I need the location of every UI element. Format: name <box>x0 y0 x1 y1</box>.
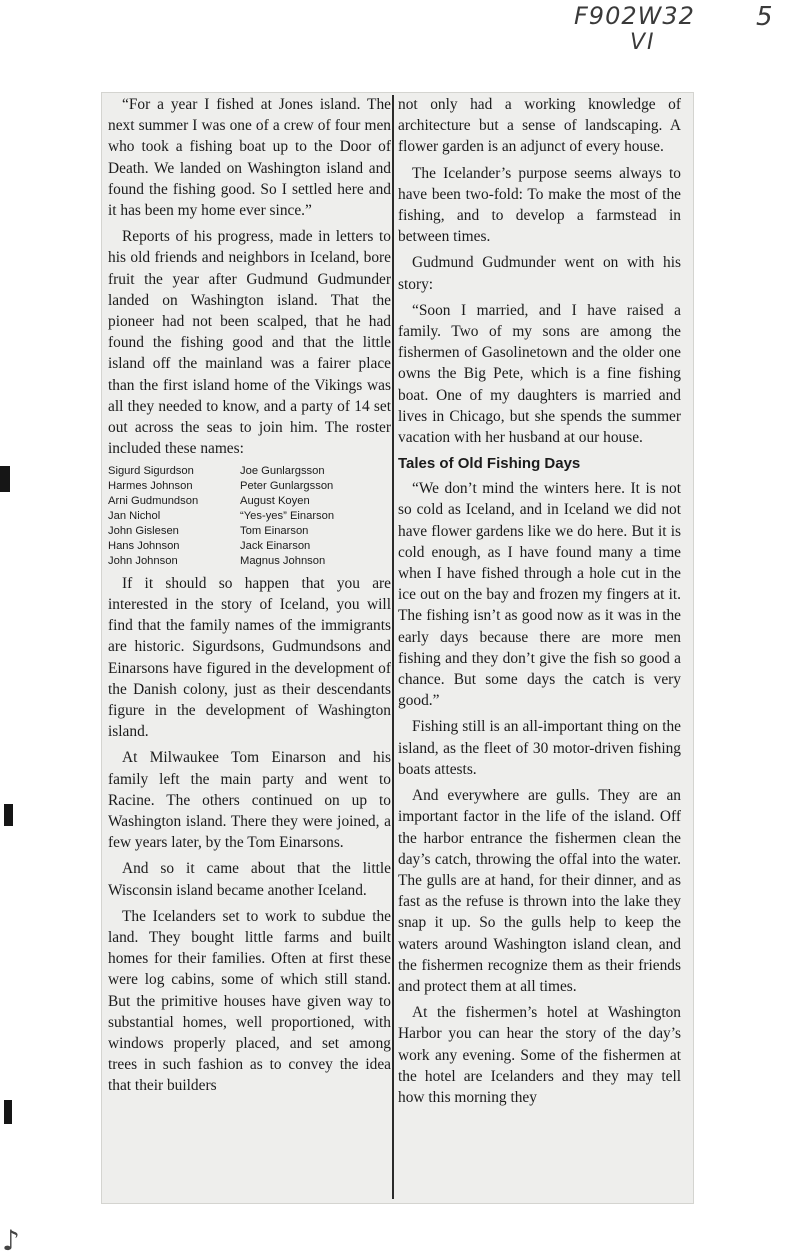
paragraph: If it should so happen that you are interested in the story of Iceland, you will find that the family names of the immigrants are historic. Sigurdsons, Gudmundsons and Einarsons have figured in the development of the Danish colony, just as their descendants figure in the development of Washington island. <box>108 574 391 741</box>
catalog-number-annotation: F902W32 <box>574 2 695 30</box>
roster-name: Peter Gunlargsson <box>240 480 334 493</box>
paragraph: And so it came about that the little Wisconsin island became another Iceland. <box>108 860 391 899</box>
roster-name: Tom Einarson <box>240 525 309 538</box>
roster-name: Jan Nichol <box>108 510 161 523</box>
roster-list <box>108 464 391 568</box>
paragraph: “Soon I married, and I have raised a family. Two of my sons are among the fishermen of Gasolinetown and the older one owns the Big Pete, which is a fine fishing boat. One of my daughters is married and lives in Chicago, but she spends the summer vacation with her husband at our house. <box>398 301 681 447</box>
paragraph: At the fishermen’s hotel at Washington Harbor you can hear the story of the day’s work any evening. Some of the fishermen at the hotel are Icelanders and they may tell how this morning they <box>398 1004 681 1106</box>
roster-name: August Koyen <box>240 495 310 508</box>
right-column <box>398 94 681 1202</box>
paragraph: “We don’t mind the winters here. It is not so cold as Iceland, and in Iceland we did not have flower gardens like we do here. But it is cold enough, as I have found many a time when I have fished through a hole cut in the ice out on the bay and frozen my fingers at it. The fishing isn’t as good now as it was in the early days because there are more men fishing and they don’t give the fish so good a chance. But some days the catch is very good.” <box>398 480 681 710</box>
roster-name: John Gislesen <box>108 525 179 538</box>
paragraph: And everywhere are gulls. They are an important factor in the life of the island. Off the harbor entrance the fishermen clean the day’s catch, throwing the offal into the water. The gulls are at hand, for their dinner, and as fast as the refuse is thrown into the lake they snap it up. So the gulls help to keep the waters around Washington island clean, and the fishermen recognize them as their friends and protect them at all times. <box>398 787 681 995</box>
paragraph: Fishing still is an all-important thing on the island, as the fleet of 30 motor-driven fishing boats attests. <box>398 718 681 778</box>
paragraph: “For a year I fished at Jones island. The next summer I was one of a crew of four men who took a fishing boat up to the Door of Death. We landed on Washington island and found the fishing good. So I settled here and it has been my home ever since.” <box>108 96 391 220</box>
roster-name: John Johnson <box>108 554 178 567</box>
roster-name: Harmes Johnson <box>108 480 193 493</box>
binding-mark <box>4 804 13 826</box>
left-column <box>108 94 391 1196</box>
column-rule <box>392 95 394 1199</box>
roster-name: Magnus Johnson <box>240 554 326 567</box>
roster-name: Arni Gudmundson <box>108 495 199 508</box>
paragraph: not only had a working knowledge of architecture but a sense of landscaping. A flower garden is an adjunct of every house. <box>398 96 681 156</box>
paragraph: The Icelander’s purpose seems always to have been two-fold: To make the most of the fishing, and to develop a farmstead in between times. <box>398 164 681 246</box>
binding-mark <box>0 466 10 492</box>
section-subheading: Tales of Old Fishing Days <box>398 455 581 473</box>
volume-annotation: VI <box>630 30 656 55</box>
roster-name: Sigurd Sigurdson <box>108 465 194 478</box>
paragraph: The Icelanders set to work to subdue the land. They bought little farms and built homes for their families. Often at first these were log cabins, some of which still stand. But the primitive houses have given way to substantial homes, well proportioned, with windows properly placed, and set among trees in such fashion as to convey the idea that their builders <box>108 907 391 1095</box>
roster-name: Hans Johnson <box>108 539 180 552</box>
roster-name: Joe Gunlargsson <box>240 465 325 478</box>
corner-glyph: ♪ <box>2 1224 20 1257</box>
paragraph: Reports of his progress, made in letters to his old friends and neighbors in Iceland, bore fruit the year after Gudmund Gudmunder landed on Washington island. That the pioneer had not been scalped, that he had found the fishing good and that the little island off the mainland was a fairer place than the first island home of the Vikings was all they needed to know, and a party of 14 set out across the seas to join him. The roster included these names: <box>108 228 391 458</box>
roster-name: Jack Einarson <box>240 539 311 552</box>
paragraph: Gudmund Gudmunder went on with his story: <box>398 254 681 293</box>
roster-name: “Yes-yes” Einarson <box>240 510 335 523</box>
page-number-annotation: 5 <box>756 2 773 32</box>
paragraph: At Milwaukee Tom Einarson and his family left the main party and went to Racine. The others continued on up to Washington island. There they were joined, a few years later, by the Tom Einarsons. <box>108 749 391 852</box>
binding-mark <box>4 1100 12 1124</box>
